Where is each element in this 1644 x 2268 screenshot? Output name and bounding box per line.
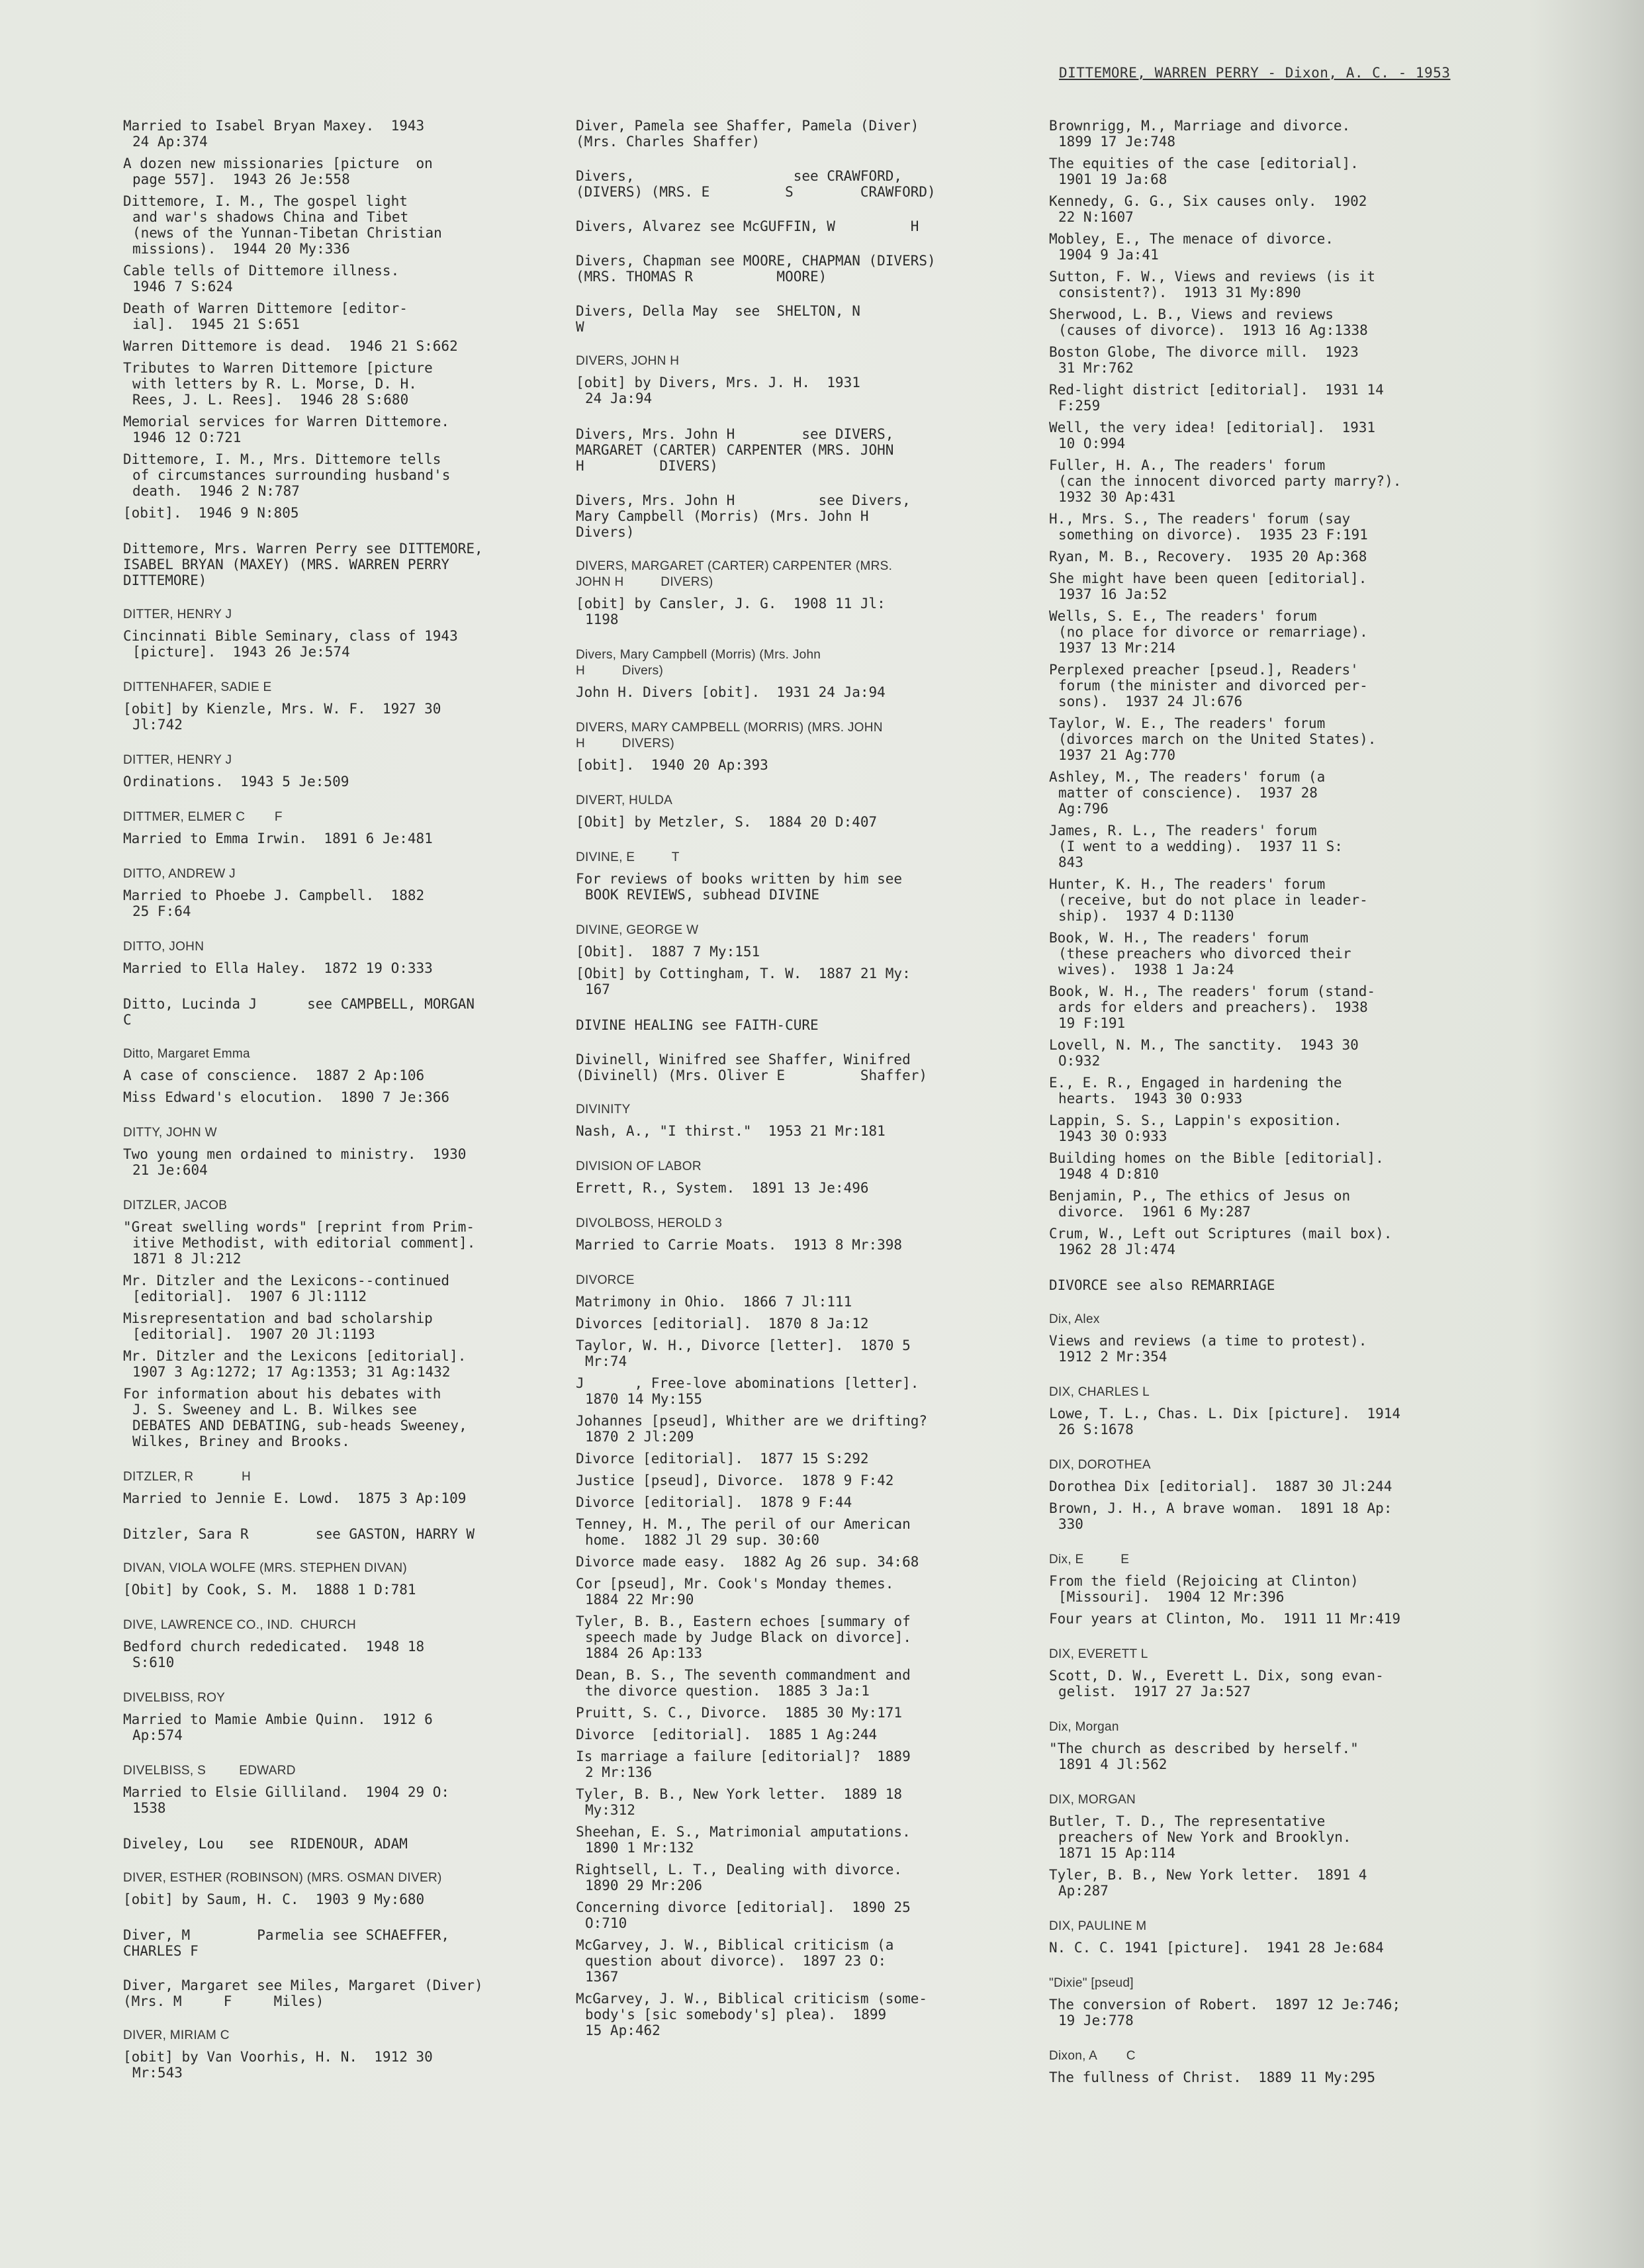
citation: Dittemore, I. M., Mrs. Dittemore tells of circumstances surrounding husband's death. 1946 2 N:787 <box>123 451 451 499</box>
entry-heading: Dixon, A C <box>1049 2049 1136 2063</box>
index-entry <box>123 1617 514 1670</box>
citation: McGarvey, J. W., Biblical criticism (a question about divorce). 1897 23 O: 1367 <box>576 1937 894 1985</box>
entry-heading: DIVINE, E T <box>576 850 680 864</box>
citation: For information about his debates with J. S. Sweeney and L. B. Wilkes see DEBATES AND DEBATING, sub-heads Sweeney, Wilkes, Briney and Brooks. <box>123 1386 467 1449</box>
cross-reference: DIVORCE see also REMARRIAGE <box>1049 1277 1275 1293</box>
index-entry <box>1049 1457 1459 1532</box>
cross-reference: Divers, Mrs. John H see DIVERS, MARGARET (CARTER) CARPENTER (MRS. JOHN H DIVERS) <box>576 426 894 474</box>
citation: Dorothea Dix [editorial]. 1887 30 Jl:244 <box>1049 1478 1393 1494</box>
citation: Tributes to Warren Dittemore [picture with letters by R. L. Morse, D. H. Rees, J. L. Rees]. 1946 28 S:680 <box>123 360 433 408</box>
entry-heading: DIVORCE <box>576 1273 635 1287</box>
citation: J , Free-love abominations [letter]. 1870 14 My:155 <box>576 1375 919 1407</box>
citation: Married to Mamie Ambie Quinn. 1912 6 Ap:574 <box>123 1711 433 1743</box>
entry-heading: Dix, Alex <box>1049 1312 1100 1326</box>
citation: [obit] by Van Voorhis, H. N. 1912 30 Mr:543 <box>123 2049 433 2081</box>
citation: Building homes on the Bible [editorial]. 1948 4 D:810 <box>1049 1150 1384 1182</box>
citation: Cable tells of Dittemore illness. 1946 7 S:624 <box>123 263 400 295</box>
citation: "Great swelling words" [reprint from Prim- itive Methodist, with editorial comment]. 1871 8 Jl:212 <box>123 1219 476 1267</box>
citation: A case of conscience. 1887 2 Ap:106 <box>123 1067 425 1083</box>
index-entry <box>123 1870 514 1907</box>
index-entry <box>123 1763 514 1816</box>
citation: "The church as described by herself." 1891 4 Jl:562 <box>1049 1741 1359 1772</box>
entry-heading: DIVOLBOSS, HEROLD 3 <box>576 1216 723 1230</box>
index-entry <box>1049 1919 1459 1956</box>
index-entry <box>123 752 514 790</box>
entry-heading: DIVINE, GEORGE W <box>576 923 699 937</box>
citation: Married to Jennie E. Lowd. 1875 3 Ap:109 <box>123 1490 467 1506</box>
citation: Lowe, T. L., Chas. L. Dix [picture]. 1914 26 S:1678 <box>1049 1406 1401 1437</box>
entry-heading: DITZLER, R H <box>123 1470 251 1484</box>
index-entry <box>123 1125 514 1178</box>
citation: Married to Emma Irwin. 1891 6 Je:481 <box>123 831 433 846</box>
cross-reference: Diver, Pamela see Shaffer, Pamela (Diver) (Mrs. Charles Shaffer) <box>576 118 919 150</box>
citation: N. C. C. 1941 [picture]. 1941 28 Je:684 <box>1049 1940 1384 1956</box>
citation: Divorce made easy. 1882 Ag 26 sup. 34:68 <box>576 1554 919 1570</box>
citation: Misrepresentation and bad scholarship [editorial]. 1907 20 Jl:1193 <box>123 1310 433 1342</box>
citation: Tyler, B. B., New York letter. 1891 4 Ap:287 <box>1049 1867 1367 1899</box>
entry-heading: DIVERS, MARGARET (CARTER) CARPENTER (MRS. JOHN H DIVERS) <box>576 559 893 589</box>
cross-reference: Divinell, Winifred see Shaffer, Winifred (Divinell) (Mrs. Oliver E Shaffer) <box>576 1052 928 1083</box>
citation: McGarvey, J. W., Biblical criticism (some- body's [sic somebody's] plea). 1899 15 Ap:462 <box>576 1991 928 2038</box>
citation: Johannes [pseud], Whither are we drifting? 1870 2 Jl:209 <box>576 1413 928 1445</box>
citation: Fuller, H. A., The readers' forum (can the innocent divorced party marry?). 1932 30 Ap:431 <box>1049 457 1402 505</box>
entry-heading: DITTO, JOHN <box>123 940 205 954</box>
citation: Wells, S. E., The readers' forum (no place for divorce or remarriage). 1937 13 Mr:214 <box>1049 608 1368 656</box>
entry-heading: Dix, Morgan <box>1049 1720 1119 1734</box>
citation: Married to Carrie Moats. 1913 8 Mr:398 <box>576 1237 903 1253</box>
citation: Well, the very idea! [editorial]. 1931 10 O:994 <box>1049 420 1376 451</box>
index-entry <box>576 1102 986 1139</box>
citation: Taylor, W. E., The readers' forum (divorces march on the United States). 1937 21 Ag:770 <box>1049 715 1377 763</box>
citation: [obit] by Divers, Mrs. J. H. 1931 24 Ja:94 <box>576 375 860 406</box>
index-entry <box>123 866 514 919</box>
citation: Sutton, F. W., Views and reviews (is it consistent?). 1913 31 My:890 <box>1049 269 1376 300</box>
cross-reference: DIVINE HEALING see FAITH-CURE <box>576 1017 819 1033</box>
citation: Concerning divorce [editorial]. 1890 25 O:710 <box>576 1899 911 1931</box>
index-entry <box>576 1216 986 1253</box>
entry-heading: DIVERS, MARY CAMPBELL (MORRIS) (MRS. JOHN H DIVERS) <box>576 721 883 750</box>
entry-heading: DITTER, HENRY J <box>123 608 232 621</box>
cross-reference: Diveley, Lou see RIDENOUR, ADAM <box>123 1836 408 1852</box>
index-entry <box>123 607 514 660</box>
citation: Cincinnati Bible Seminary, class of 1943 [picture]. 1943 26 Je:574 <box>123 628 458 660</box>
citation-group <box>1049 118 1459 1257</box>
column-3 <box>1049 118 1459 2105</box>
citation: From the field (Rejoicing at Clinton) [Missouri]. 1904 12 Mr:396 <box>1049 1573 1359 1605</box>
citation: Crum, W., Left out Scriptures (mail box). 1962 28 Jl:474 <box>1049 1226 1393 1257</box>
citation: Tenney, H. M., The peril of our American home. 1882 Jl 29 sup. 30:60 <box>576 1516 911 1548</box>
citation: Brownrigg, M., Marriage and divorce. 1899 17 Je:748 <box>1049 118 1351 150</box>
citation: She might have been queen [editorial]. 1937 16 Ja:52 <box>1049 570 1367 602</box>
index-entry <box>1049 1384 1459 1437</box>
entry-heading: DIVELBISS, S EDWARD <box>123 1764 296 1778</box>
index-entry <box>576 647 986 700</box>
citation: Divorce [editorial]. 1878 9 F:44 <box>576 1494 852 1510</box>
index-entry <box>123 1046 514 1105</box>
citation: Butler, T. D., The representative preachers of New York and Brooklyn. 1871 15 Ap:114 <box>1049 1813 1351 1861</box>
citation: Dittemore, I. M., The gospel light and war's shadows China and Tibet (news of the Yunnan-Tibetan Christian missions). 1944 20 My:336 <box>123 193 442 257</box>
entry-heading: Ditto, Margaret Emma <box>123 1047 250 1061</box>
citation: Tyler, B. B., Eastern echoes [summary of speech made by Judge Black on divorce]. 1884 26 Ap:133 <box>576 1613 912 1661</box>
index-entry <box>576 353 986 406</box>
citation: [Obit]. 1887 7 My:151 <box>576 944 760 960</box>
citation: Views and reviews (a time to protest). 1912 2 Mr:354 <box>1049 1333 1367 1365</box>
index-entry <box>576 923 986 997</box>
index-entry <box>576 1159 986 1196</box>
citation: Married to Phoebe J. Campbell. 1882 25 F:64 <box>123 887 425 919</box>
entry-heading: DIX, EVERETT L <box>1049 1647 1148 1661</box>
entry-heading: DIX, DOROTHEA <box>1049 1458 1151 1472</box>
citation: Lovell, N. M., The sanctity. 1943 30 O:932 <box>1049 1037 1359 1069</box>
index-entry <box>1049 1719 1459 1772</box>
citation: Justice [pseud], Divorce. 1878 9 F:42 <box>576 1473 894 1488</box>
citation: The fullness of Christ. 1889 11 My:295 <box>1049 2069 1376 2085</box>
citation: Mr. Ditzler and the Lexicons--continued [editorial]. 1907 6 Jl:1112 <box>123 1273 450 1304</box>
citation: The equities of the case [editorial]. 1901 19 Ja:68 <box>1049 156 1359 187</box>
citation: Errett, R., System. 1891 13 Je:496 <box>576 1180 869 1196</box>
citation: Brown, J. H., A brave woman. 1891 18 Ap: 330 <box>1049 1500 1393 1532</box>
index-entry <box>123 1690 514 1743</box>
citation: [obit] by Saum, H. C. 1903 9 My:680 <box>123 1891 425 1907</box>
index-entry <box>123 2028 514 2081</box>
cross-reference: Divers, Alvarez see McGUFFIN, W H <box>576 218 919 234</box>
citation: Miss Edward's elocution. 1890 7 Je:366 <box>123 1089 450 1105</box>
citation: H., Mrs. S., The readers' forum (say something on divorce). 1935 23 F:191 <box>1049 511 1368 543</box>
citation: Married to Isabel Bryan Maxey. 1943 24 Ap:374 <box>123 118 425 150</box>
index-entry <box>576 850 986 903</box>
entry-heading: DIVINITY <box>576 1103 631 1116</box>
index-entry <box>1049 1792 1459 1899</box>
citation: Matrimony in Ohio. 1866 7 Jl:111 <box>576 1294 852 1310</box>
entry-heading: DIX, PAULINE M <box>1049 1919 1147 1933</box>
citation: Taylor, W. H., Divorce [letter]. 1870 5 Mr:74 <box>576 1338 911 1369</box>
index-entry <box>123 680 514 733</box>
citation: Is marriage a failure [editorial]? 1889 2 Mr:136 <box>576 1748 911 1780</box>
citation: Mr. Ditzler and the Lexicons [editorial]. 1907 3 Ag:1272; 17 Ag:1353; 31 Ag:1432 <box>123 1348 467 1380</box>
cross-reference: Diver, M Parmelia see SCHAEFFER, CHARLES F <box>123 1927 450 1959</box>
citation: John H. Divers [obit]. 1931 24 Ja:94 <box>576 684 886 700</box>
citation: James, R. L., The readers' forum (I went to a wedding). 1937 11 S: 843 <box>1049 823 1343 870</box>
entry-heading: DIVERS, JOHN H <box>576 354 680 368</box>
citation: Book, W. H., The readers' forum (stand- ards for elders and preachers). 1938 19 F:191 <box>1049 983 1376 1031</box>
citation: The conversion of Robert. 1897 12 Je:746; 19 Je:778 <box>1049 1997 1401 2028</box>
citation: [obit] by Cansler, J. G. 1908 11 Jl: 1198 <box>576 596 886 627</box>
citation: Mobley, E., The menace of divorce. 1904 9 Ja:41 <box>1049 231 1334 263</box>
entry-heading: DIVELBISS, ROY <box>123 1691 226 1705</box>
citation: Lappin, S. S., Lappin's exposition. 1943 30 O:933 <box>1049 1112 1342 1144</box>
entry-heading: DITTO, ANDREW J <box>123 867 236 881</box>
cross-reference: Divers, Della May see SHELTON, N W <box>576 303 860 335</box>
citation: Red-light district [editorial]. 1931 14 F:259 <box>1049 382 1384 414</box>
cross-reference: Dittemore, Mrs. Warren Perry see DITTEMORE, ISABEL BRYAN (MAXEY) (MRS. WARREN PERRY DITTEMORE) <box>123 541 483 588</box>
index-entry <box>123 809 514 846</box>
entry-heading: DITTER, HENRY J <box>123 753 232 767</box>
column-1 <box>123 118 514 2101</box>
index-entry <box>576 559 986 627</box>
citation: Ordinations. 1943 5 Je:509 <box>123 774 349 790</box>
citation: [obit] by Kienzle, Mrs. W. F. 1927 30 Jl:742 <box>123 701 441 733</box>
citation: [Obit] by Cook, S. M. 1888 1 D:781 <box>123 1582 416 1598</box>
citation: [Obit] by Cottingham, T. W. 1887 21 My: 167 <box>576 966 911 997</box>
citation-group <box>123 118 514 521</box>
entry-heading: DIVAN, VIOLA WOLFE (MRS. STEPHEN DIVAN) <box>123 1561 408 1575</box>
citation: Book, W. H., The readers' forum (these preachers who divorced their wives). 1938 1 Ja:24 <box>1049 930 1351 977</box>
index-entry <box>1049 1647 1459 1700</box>
index-entry <box>1049 2048 1459 2085</box>
entry-heading: DITTENHAFER, SADIE E <box>123 680 272 694</box>
citation: Warren Dittemore is dead. 1946 21 S:662 <box>123 338 458 354</box>
citation: [obit]. 1940 20 Ap:393 <box>576 757 768 773</box>
index-entry <box>123 1561 514 1598</box>
citation: Ryan, M. B., Recovery. 1935 20 Ap:368 <box>1049 549 1367 565</box>
citation: Death of Warren Dittemore [editor- ial]. 1945 21 S:651 <box>123 300 408 332</box>
index-entry <box>1049 1975 1459 2028</box>
citation: Divorces [editorial]. 1870 8 Ja:12 <box>576 1316 869 1332</box>
entry-heading: "Dixie" [pseud] <box>1049 1976 1134 1990</box>
cross-reference: Divers, Chapman see MOORE, CHAPMAN (DIVERS) (MRS. THOMAS R MOORE) <box>576 253 936 285</box>
column-2 <box>576 118 986 2058</box>
citation: [obit]. 1946 9 N:805 <box>123 505 299 521</box>
citation: Sheehan, E. S., Matrimonial amputations. 1890 1 Mr:132 <box>576 1824 911 1856</box>
index-entry <box>576 1273 986 2038</box>
citation: [Obit] by Metzler, S. 1884 20 D:407 <box>576 814 878 830</box>
citation: Two young men ordained to ministry. 1930 21 Je:604 <box>123 1146 467 1178</box>
entry-heading: DIVER, ESTHER (ROBINSON) (MRS. OSMAN DIVER) <box>123 1871 442 1885</box>
citation: Four years at Clinton, Mo. 1911 11 Mr:419 <box>1049 1611 1401 1627</box>
citation: Tyler, B. B., New York letter. 1889 18 My:312 <box>576 1786 903 1818</box>
page-header: DITTEMORE, WARREN PERRY - Dixon, A. C. - 1953 <box>1059 65 1451 81</box>
citation: E., E. R., Engaged in hardening the hearts. 1943 30 O:933 <box>1049 1075 1342 1107</box>
cross-reference: Diver, Margaret see Miles, Margaret (Diver) (Mrs. M F Miles) <box>123 1977 483 2009</box>
citation: Nash, A., "I thirst." 1953 21 Mr:181 <box>576 1123 886 1139</box>
index-entry <box>123 1198 514 1449</box>
citation: Pruitt, S. C., Divorce. 1885 30 My:171 <box>576 1705 903 1721</box>
index-entry <box>1049 1552 1459 1627</box>
citation: Hunter, K. H., The readers' forum (receive, but do not place in leader- ship). 1937 4 D:1130 <box>1049 876 1368 924</box>
citation: Rightsell, L. T., Dealing with divorce. 1890 29 Mr:206 <box>576 1862 903 1893</box>
citation: Kennedy, G. G., Six causes only. 1902 22 N:1607 <box>1049 193 1367 225</box>
entry-heading: DIVISION OF LABOR <box>576 1159 702 1173</box>
entry-heading: Dix, E E <box>1049 1553 1130 1566</box>
cross-reference: Divers, see CRAWFORD, (DIVERS) (MRS. E S CRAWFORD) <box>576 168 936 200</box>
cross-reference: Divers, Mrs. John H see Divers, Mary Campbell (Morris) (Mrs. John H Divers) <box>576 492 911 540</box>
citation: Married to Elsie Gilliland. 1904 29 O: 1538 <box>123 1784 450 1816</box>
citation: Dean, B. S., The seventh commandment and the divorce question. 1885 3 Ja:1 <box>576 1667 911 1699</box>
index-entry <box>576 793 986 830</box>
citation: Ashley, M., The readers' forum (a matter of conscience). 1937 28 Ag:796 <box>1049 769 1326 817</box>
index-entry <box>123 939 514 976</box>
entry-heading: DIVER, MIRIAM C <box>123 2028 230 2042</box>
entry-heading: DIVE, LAWRENCE CO., IND. CHURCH <box>123 1618 356 1632</box>
citation: Scott, D. W., Everett L. Dix, song evan- gelist. 1917 27 Ja:527 <box>1049 1668 1384 1700</box>
citation: Cor [pseud], Mr. Cook's Monday themes. 1884 22 Mr:90 <box>576 1576 894 1608</box>
index-entry <box>1049 1312 1459 1365</box>
cross-reference: Ditzler, Sara R see GASTON, HARRY W <box>123 1526 475 1542</box>
citation: Divorce [editorial]. 1885 1 Ag:244 <box>576 1727 878 1743</box>
entry-heading: Divers, Mary Campbell (Morris) (Mrs. John H Divers) <box>576 648 821 678</box>
citation: Married to Ella Haley. 1872 19 O:333 <box>123 960 433 976</box>
citation: Benjamin, P., The ethics of Jesus on divorce. 1961 6 My:287 <box>1049 1188 1351 1220</box>
entry-heading: DITTY, JOHN W <box>123 1126 217 1140</box>
citation: For reviews of books written by him see BOOK REVIEWS, subhead DIVINE <box>576 871 903 903</box>
cross-reference: Ditto, Lucinda J see CAMPBELL, MORGAN C <box>123 996 475 1028</box>
entry-heading: DIVERT, HULDA <box>576 794 673 807</box>
citation: Memorial services for Warren Dittemore. 1946 12 O:721 <box>123 414 450 445</box>
citation: Perplexed preacher [pseud.], Readers' forum (the minister and divorced per- sons). 1937 24 Jl:676 <box>1049 662 1368 709</box>
entry-heading: DITTMER, ELMER C F <box>123 810 283 824</box>
entry-heading: DIX, CHARLES L <box>1049 1385 1150 1399</box>
citation: Divorce [editorial]. 1877 15 S:292 <box>576 1451 869 1467</box>
citation: Boston Globe, The divorce mill. 1923 31 Mr:762 <box>1049 344 1359 376</box>
index-entry <box>123 1469 514 1506</box>
citation: A dozen new missionaries [picture on page 557]. 1943 26 Je:558 <box>123 156 433 187</box>
entry-heading: DIX, MORGAN <box>1049 1793 1136 1807</box>
citation: Sherwood, L. B., Views and reviews (causes of divorce). 1913 16 Ag:1338 <box>1049 306 1368 338</box>
citation: Bedford church rededicated. 1948 18 S:610 <box>123 1639 425 1670</box>
entry-heading: DITZLER, JACOB <box>123 1199 228 1212</box>
index-entry <box>576 720 986 773</box>
